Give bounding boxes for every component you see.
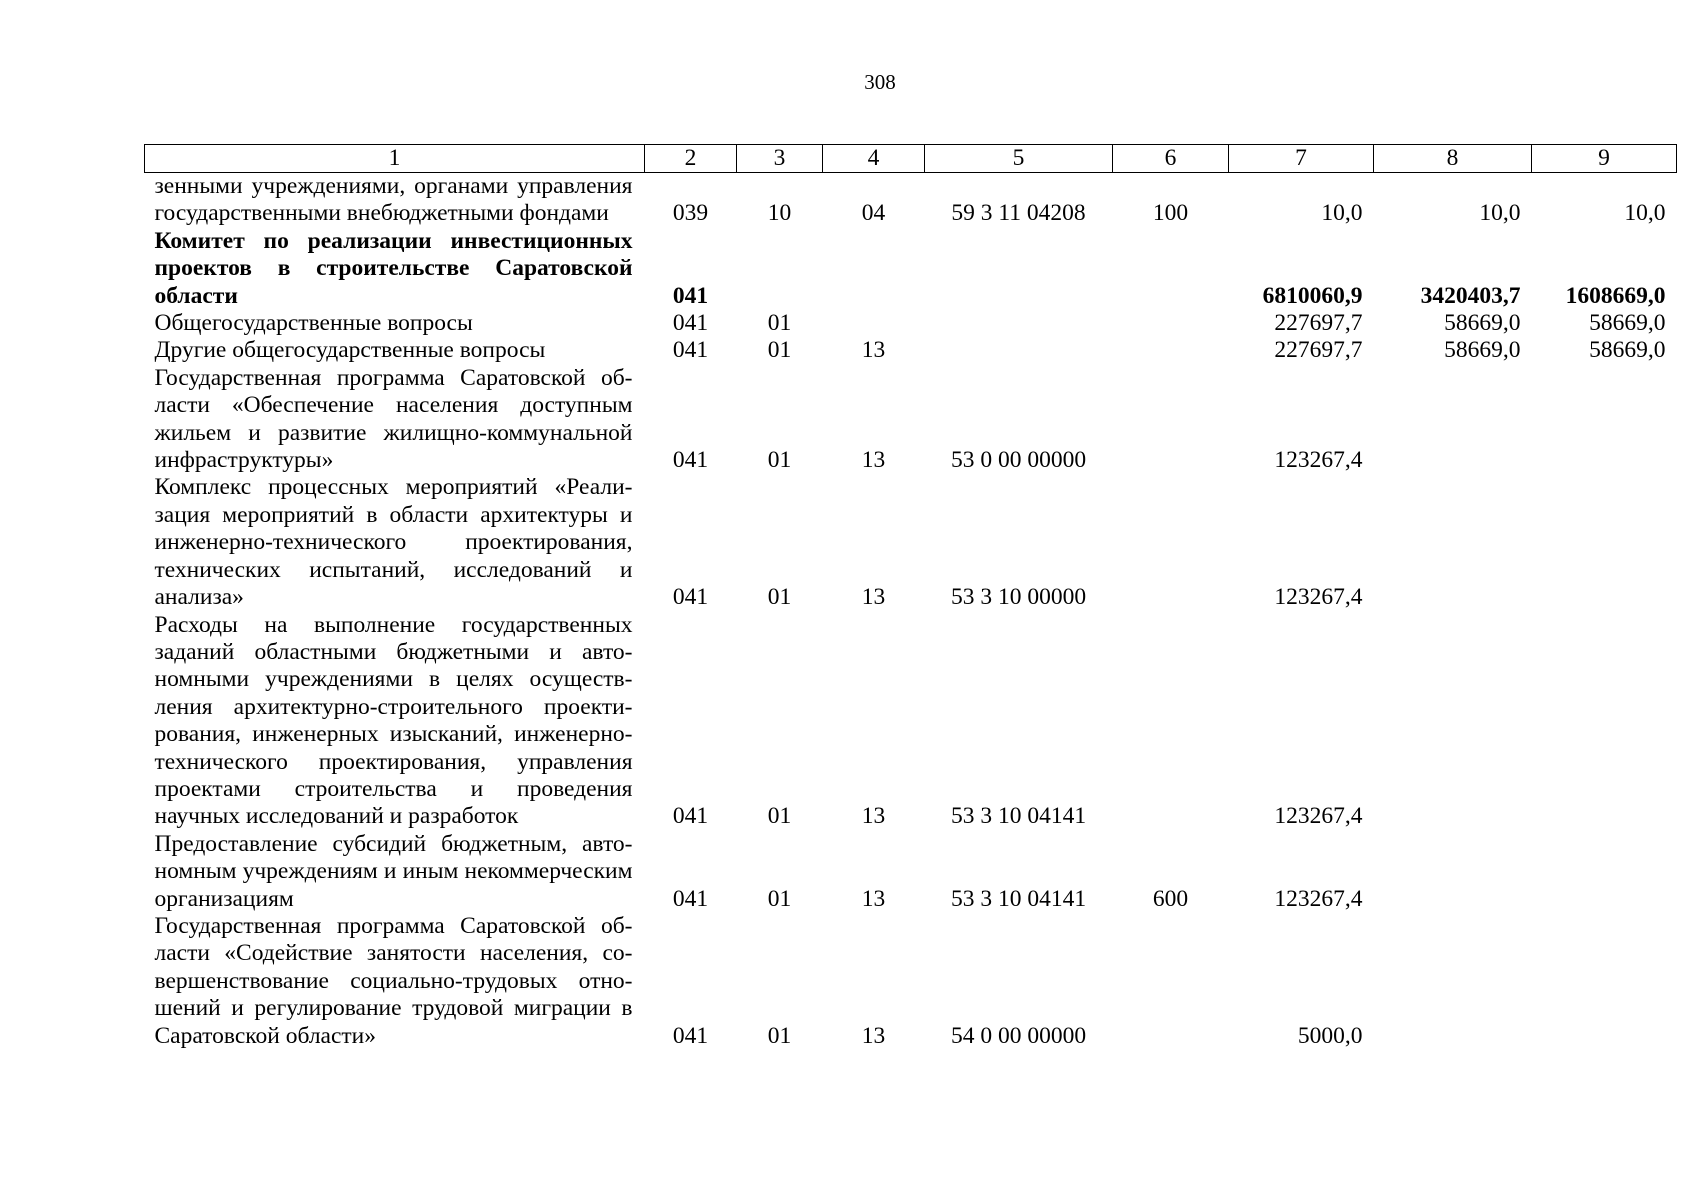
ministry-code: 041	[672, 310, 709, 337]
subsection-code: 13	[861, 885, 886, 912]
amount-col-9: 10,0	[1624, 200, 1666, 227]
section-code: 01	[767, 337, 792, 364]
target-article-code	[925, 337, 1113, 364]
amount-col-7: 5000,0	[1297, 1022, 1363, 1049]
expense-type-code	[1113, 337, 1229, 364]
column-header: 6	[1113, 145, 1229, 173]
row-description: Государственная программа Саратовской области «Содействие занятости населения, совершенствование социально-трудовых отношений и регулирование трудовой миграции в Саратовской области»	[154, 912, 633, 1049]
amount-col-8: 10,0	[1479, 200, 1521, 227]
table-row	[145, 173, 1677, 228]
row-description: Общегосударственные вопросы	[154, 310, 473, 337]
column-header: 1	[145, 145, 645, 173]
table-row	[145, 228, 1677, 310]
column-header: 4	[823, 145, 925, 173]
section-code: 01	[767, 885, 792, 912]
amount-col-7: 6810060,9	[1262, 282, 1363, 309]
target-article-code: 53 3 10 04141	[950, 885, 1087, 912]
amount-col-8: 58669,0	[1444, 310, 1521, 337]
section-code: 01	[767, 310, 792, 337]
amount-col-9	[1532, 365, 1677, 475]
section-code: 01	[767, 803, 792, 830]
column-header: 5	[925, 145, 1113, 173]
section-code	[737, 228, 823, 310]
target-article-code: 54 0 00 00000	[950, 1022, 1087, 1049]
expense-type-code	[1113, 228, 1229, 310]
table-row	[145, 365, 1677, 475]
ministry-code: 041	[672, 447, 709, 474]
expense-type-code: 100	[1152, 200, 1189, 227]
amount-col-8	[1374, 831, 1532, 913]
row-description: Расходы на выполнение государственных заданий областными бюджетными и автономными учреждениями в целях осуществления архитектурно-строительного проектирования, инженерных изысканий, инженерно-технического проектирования, управления проектами строительства и проведения научных исследований и разработок	[154, 611, 633, 830]
budget-table	[144, 144, 1677, 1050]
expense-type-code	[1113, 913, 1229, 1050]
amount-col-7: 123267,4	[1274, 584, 1363, 611]
subsection-code: 13	[861, 584, 886, 611]
section-code: 10	[767, 200, 792, 227]
amount-col-9: 1608669,0	[1565, 282, 1666, 309]
table-row	[145, 831, 1677, 913]
row-description: зенными учреждениями, органами управления государственными внебюджетными фондами	[154, 173, 633, 227]
column-number-header	[145, 145, 1677, 173]
table-row	[145, 310, 1677, 337]
amount-col-8	[1374, 474, 1532, 611]
amount-col-7: 227697,7	[1274, 310, 1363, 337]
ministry-code: 041	[672, 1022, 709, 1049]
section-code: 01	[767, 1022, 792, 1049]
row-description: Комплекс процессных мероприятий «Реализация мероприятий в области архитектуры и инженерно-технического проектирования, технических испытаний, исследований и анализа»	[154, 474, 633, 611]
section-code: 01	[767, 447, 792, 474]
expense-type-code	[1113, 474, 1229, 611]
expense-type-code	[1113, 365, 1229, 475]
amount-col-7: 10,0	[1321, 200, 1363, 227]
target-article-code	[925, 310, 1113, 337]
target-article-code: 53 3 10 04141	[950, 803, 1087, 830]
amount-col-9	[1532, 831, 1677, 913]
amount-col-9: 58669,0	[1589, 310, 1666, 337]
column-header: 8	[1374, 145, 1532, 173]
row-description: Предоставление субсидий бюджетным, автономным учреждениям и иным некоммерческим организациям	[154, 830, 633, 912]
amount-col-8: 58669,0	[1444, 337, 1521, 364]
amount-col-9: 58669,0	[1589, 337, 1666, 364]
column-header: 7	[1229, 145, 1374, 173]
row-description: Государственная программа Саратовской области «Обеспечение населения доступным жильем и развитие жилищно-коммунальной инфраструктуры»	[154, 364, 633, 474]
amount-col-9	[1532, 913, 1677, 1050]
ministry-code: 039	[672, 200, 709, 227]
subsection-code: 04	[861, 200, 886, 227]
target-article-code: 53 0 00 00000	[950, 447, 1087, 474]
ministry-code: 041	[672, 885, 709, 912]
subsection-code	[823, 228, 925, 310]
table-row	[145, 337, 1677, 364]
row-description: Другие общегосударственные вопросы	[154, 337, 546, 364]
section-code: 01	[767, 584, 792, 611]
expense-type-code	[1113, 612, 1229, 831]
target-article-code	[925, 228, 1113, 310]
subsection-code: 13	[861, 1022, 886, 1049]
amount-col-7: 123267,4	[1274, 447, 1363, 474]
ministry-code: 041	[672, 803, 709, 830]
amount-col-8	[1374, 913, 1532, 1050]
expense-type-code	[1113, 310, 1229, 337]
ministry-code: 041	[672, 337, 709, 364]
page-number: 308	[864, 70, 896, 94]
column-header: 2	[645, 145, 737, 173]
amount-col-7: 227697,7	[1274, 337, 1363, 364]
amount-col-7: 123267,4	[1274, 803, 1363, 830]
subsection-code: 13	[861, 337, 886, 364]
column-header: 9	[1532, 145, 1677, 173]
ministry-code: 041	[672, 282, 709, 309]
amount-col-8	[1374, 365, 1532, 475]
column-header: 3	[737, 145, 823, 173]
ministry-code: 041	[672, 584, 709, 611]
table-row	[145, 913, 1677, 1050]
target-article-code: 59 3 11 04208	[951, 200, 1086, 227]
amount-col-8	[1374, 612, 1532, 831]
subsection-code	[823, 310, 925, 337]
amount-col-9	[1532, 474, 1677, 611]
subsection-code: 13	[861, 803, 886, 830]
subsection-code: 13	[861, 447, 886, 474]
amount-col-7: 123267,4	[1274, 885, 1363, 912]
amount-col-8: 3420403,7	[1420, 282, 1521, 309]
table-row	[145, 612, 1677, 831]
row-description: Комитет по реализации инвестиционных проектов в строительстве Саратовской области	[154, 227, 633, 309]
table-row	[145, 474, 1677, 611]
expense-type-code: 600	[1152, 885, 1189, 912]
target-article-code: 53 3 10 00000	[950, 584, 1087, 611]
amount-col-9	[1532, 612, 1677, 831]
